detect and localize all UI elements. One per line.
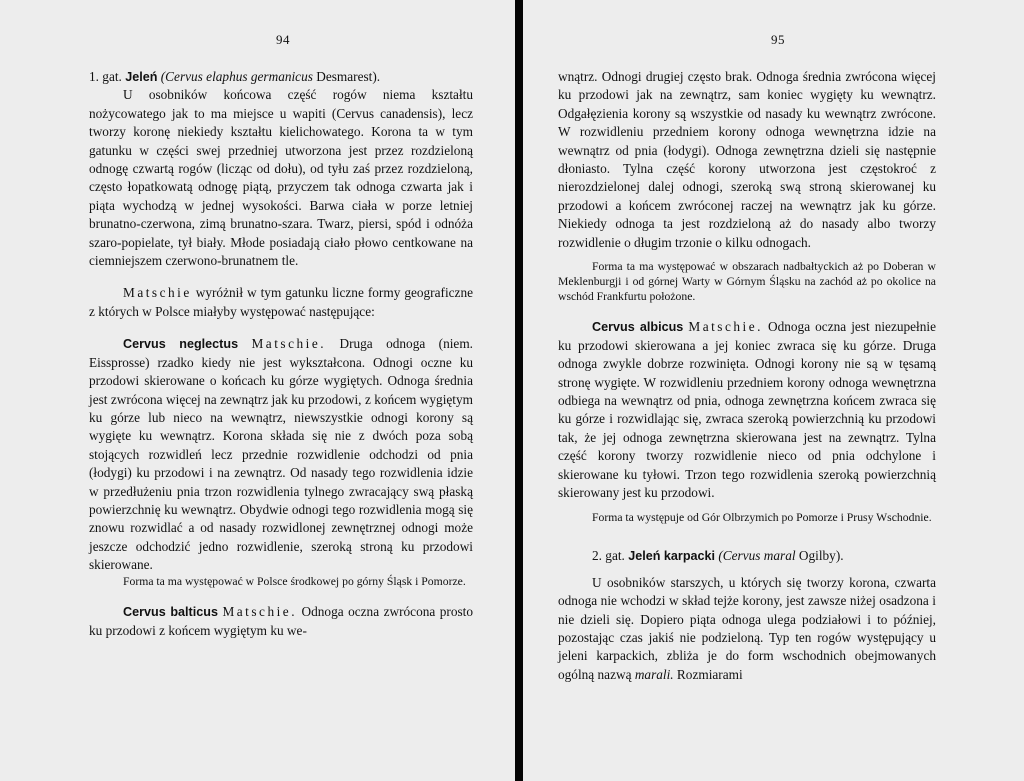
page-number-right: 95 <box>771 32 785 47</box>
right-column <box>558 68 936 684</box>
neglectus-paragraph: Cervus neglectus Matschie. Druga odnoga (niem. Eissprosse) rzadko kiedy nie jest wykształcona. Odnogi oczne ku przodowi skierowane o końcach ku górze wygiętych. Odnoga średnia jest zwrócona więcej na zewnątrz jak ku przodowi, z końcem wygiętym ku górze lub nieco na wewnątrz, niewszystkie odnogi korony są wygięte ku wewnątrz. Korona składa się nie z dwóch poza sobą stojących rozwidleń lecz przednie rozwidlenie odchodzi od pnia (łodygi) ku przodowi i na zewnątrz. Od nasady tego rozwidlenia idzie w przedłużeniu pnia trzon rozwidlenia tylnego zwracający swą płaską powierzchnię ku wewnątrz. Obydwie odnogi tego rozwidlenia mogą się znowu rozwidlać a od nasady rozwidlonej zewnętrznej odnogi może jeszcze odchodzić jedno rozwidlenie, szeroką stroną ku przodowi skierowane. <box>89 336 473 573</box>
albicus-paragraph: Cervus albicus Matschie. Odnoga oczna jest niezupełnie ku przodowi skierowana a jej koniec zwraca się ku górze. Druga odnoga zwykle dobrze rozwinięta. Odnogi korony nie są w tęsamą stronę wygięte. W rozwidleniu przedniem korony odnoga wewnętrzna odbiega na wewnątrz od pnia, odnoga zewnętrzna końcem zwraca się ku górze i rozwidlając się, zwraca szeroką powierzchnią ku przodowi tak, że jej odnoga zewnętrzna skierowana jest na zewnątrz. Tylna część korony tworzy rozwidlenie nieco od pnia odchylone i skierowane ku tyłowi. Trzon tego rozwidlenia szeroką powierzchnią skierowany jest ku przodowi. <box>558 319 936 501</box>
book-gutter <box>515 0 523 781</box>
species-name: Jeleń karpacki <box>628 549 716 564</box>
right-page <box>523 0 1024 781</box>
species-name: Jeleń <box>125 70 158 84</box>
maral-paragraph: U osobników starszych, u których się tworzy korona, czwarta odnoga nie wchodzi w skład tejże korony, jest zawsze niżej osadzona i nie dzieli się. Dopiero piąta odnoga ulega podziałowi i to później, pozostając czas jakiś nie podzieloną. Typ ten rogów występujący u jeleni karpackich, zbliża je do form wschodnich obejmowanych ogólną nazwą marali. Rozmiarami <box>558 574 936 682</box>
species-heading-1: 1. gat. Jeleń (Cervus elaphus germanicus Desmarest). <box>89 69 381 84</box>
description-paragraph: U osobników końcowa część rogów niema kształtu nożycowatego jak to ma miejsce u wapiti (Cervus canadensis), lecz tworzy koronę niekiedy kształtu kielichowatego. Korona ta w tym gatunku w części swej przedniej utworzona jest przez rozdzieloną odnogę czwartą rogów (licząc od dołu), od tyłu zaś przez rozdzieloną, często łopatkowatą odnogę piątą, przyczem tak odnoga czwarta jak i piąta wychodzą w jednej wysokości. Barwa ciała w porze letniej brunatno-czerwona, zimą brunatno-szara. Twarz, piersi, spód i odnóża szaro-popielate, tył biały. Młode posiadają ciało płowo centkowane na ciemniejszem czerwono-brunatnem tle. <box>89 87 473 269</box>
balticus-range-note: Forma ta ma występować w obszarach nadbałtyckich aż po Doberan w Meklenburgji i od górnej Warty w Górnym Śląsku na zachód aż po okolice na wschód Frankfurtu położone. <box>558 260 936 303</box>
left-column <box>89 68 473 640</box>
albicus-range-note: Forma ta występuje od Gór Olbrzymich po Pomorze i Prusy Wschodnie. <box>592 510 932 524</box>
matschie-paragraph: Matschie wyróżnił w tym gatunku liczne formy geograficzne z których w Polsce miałyby występować następujące: <box>89 285 473 319</box>
species-heading-2: 2. gat. Jeleń karpacki (Cervus maral Ogilby). <box>592 548 844 564</box>
balticus-paragraph: Cervus balticus Matschie. Odnoga oczna zwrócona prosto ku przodowi z końcem wygiętym ku we- <box>89 604 473 638</box>
page-number-left: 94 <box>276 32 290 47</box>
continued-paragraph: wnątrz. Odnogi drugiej często brak. Odnoga średnia zwrócona więcej ku przodowi jak na zewnątrz, sam koniec wygięty ku wewnątrz. Odgałęzienia korony są wszystkie od nasady ku wewnątrz zwrócone. W rozwidleniu przedniem korony odnoga wewnętrzna idzie na wewnątrz od pnia (łodygi). Odnoga zewnętrzna dzieli się następnie dłoniasto. Tylna część korony utworzona jest częstokroć z nierozdzielonej dalej odnogi, szeroką swą stroną skierowanej ku przodowi a końcem zwróconej raczej na wewnątrz jak ku górze. Niekiedy odnoga ta jest rozdzieloną aż do nasady albo tworzy rozwidlenie o długim trzonie o kilku odnogach. <box>558 69 936 250</box>
neglectus-range-note: Forma ta ma występować w Polsce środkowej po górny Śląsk i Pomorze. <box>123 574 466 588</box>
